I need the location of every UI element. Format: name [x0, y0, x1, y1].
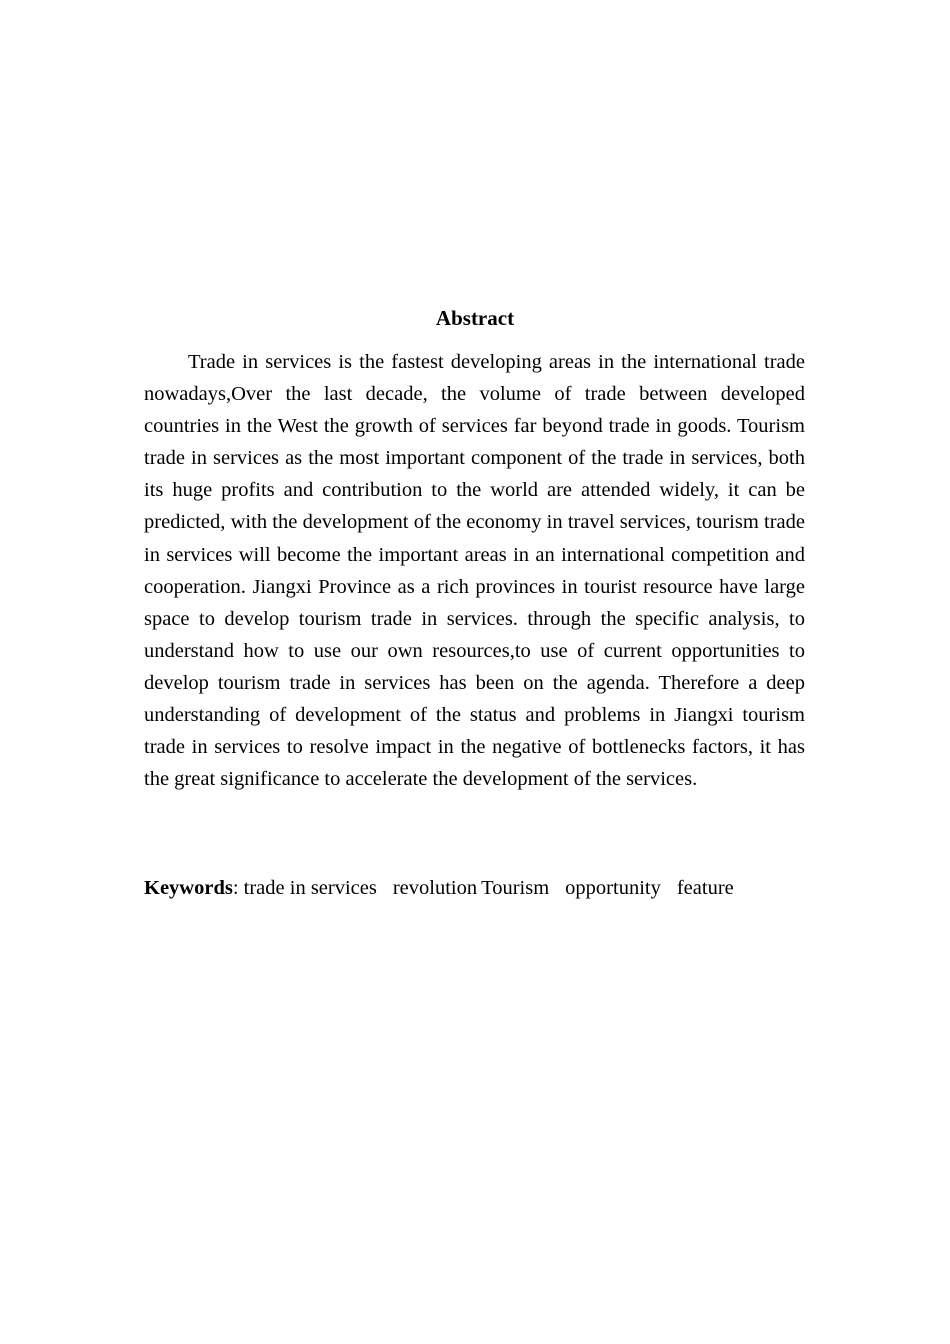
abstract-body: Trade in services is the fastest developing areas in the international trade nowadays,Over the last decade, the volume of trade between developed countries in the West the growth of services far beyond trade in goods. Tourism trade in services as the most important component of the trade in services, both its huge profits and contribution to the world are attended widely, it can be predicted, with the development of the economy in travel services, tourism trade in services will become the important areas in an international competition and cooperation. Jiangxi Province as a rich provinces in tourist resource have large space to develop tourism trade in services. through the specific analysis, to understand how to use our own resources,to use of current opportunities to develop tourism trade in services has been on the agenda. Therefore a deep understanding of development of the status and problems in Jiangxi tourism trade in services to resolve impact in the negative of bottlenecks factors, it has the great significance to accelerate the development of the services. [144, 351, 805, 791]
abstract-title: Abstract [435, 306, 515, 330]
keywords-separator: : [232, 877, 239, 899]
keyword-item: Tourism [481, 877, 550, 899]
keyword-item: opportunity [565, 877, 661, 899]
keywords-label: Keywords [144, 877, 233, 899]
keyword-item: trade in services [243, 877, 377, 899]
keyword-item: feature [676, 877, 734, 899]
keyword-item: revolution [392, 877, 478, 899]
keywords-line [144, 872, 864, 904]
